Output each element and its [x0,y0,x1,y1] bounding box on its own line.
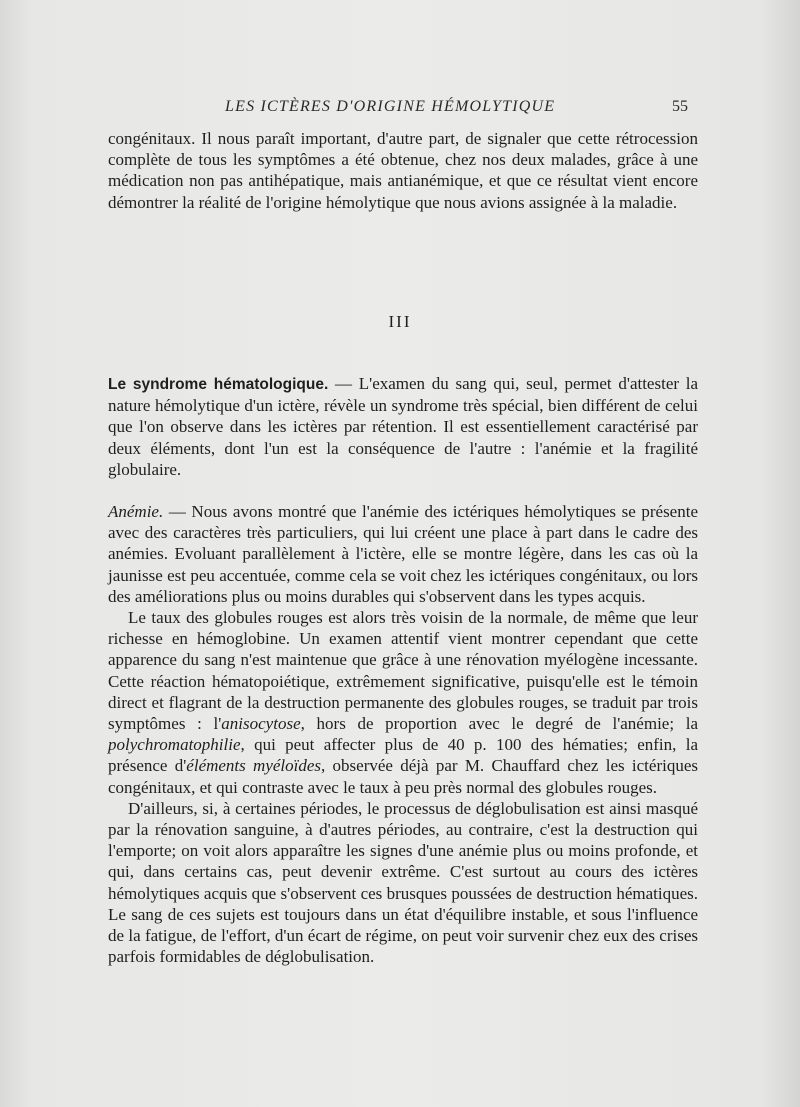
page-number: 55 [672,98,688,115]
taux-text-3: , qui peut affecter plus de 40 p. 100 des hématies; enfin, la présence d' [108,735,698,776]
text-block-anemie [108,501,698,967]
section-heading: Le syndrome hématologique. [108,376,329,393]
section-heading-text: — L'examen du sang qui, seul, permet d'attester la nature hémolytique d'un ictère, révèle un syndrome très spécial, bien différent de celui que l'on observe dans les ictères par rétention. Il est essentiellement caractérisé par deux éléments, dont l'un est la conséquence de l'autre : l'anémie et la fragilité globulaire. [108,374,699,479]
paragraph-taux [108,607,698,798]
taux-text-2: , hors de proportion avec le degré de l'anémie; la [300,714,698,734]
term-elements-myeloides: éléments myéloïdes [186,756,322,776]
page-header [108,98,688,120]
term-polychromatophilie: polychromatophilie [108,735,241,755]
text-block-intro [108,128,698,213]
term-anisocytose: anisocytose [221,714,301,734]
paragraph-anemie [108,501,698,607]
taux-text-1: Le taux des globules rouges est alors très voisin de la normale, de même que leur richesse en hémoglobine. Un examen attentif vient montrer cependant que cette apparence du sang n'est maintenue que grâce à une rénovation myélogène incessante. Cette réaction hématopoiétique, extrêmement significative, puisqu'elle est le témoin direct et flagrant de la destruction permanente des globules rouges, se traduit par trois symptômes : l' [108,608,698,734]
paragraph-syndrome [108,373,698,480]
section-number: III [388,312,412,331]
paragraph-continuation: congénitaux. Il nous paraît important, d'autre part, de signaler que cette rétrocession complète de tous les symptômes a été obtenue, chez nos deux malades, grâce à une médication non pas antihépatique, mais antianémique, et que ce résultat vient encore démontrer la réalité de l'origine hémolytique que nous avions assignée à la maladie. [108,129,698,212]
subsection-label: Anémie. [108,502,164,521]
running-head: LES ICTÈRES D'ORIGINE HÉMOLYTIQUE [225,98,556,115]
anemie-text: — Nous avons montré que l'anémie des ictériques hémolytiques se présente avec des caractères très particuliers, qui lui créent une place à part dans le cadre des anémies. Evoluant parallèlement à l'ictère, elle se montre légère, dans les cas où la jaunisse est peu accentuée, comme cela se voit chez les ictériques congénitaux, ou lors des améliorations plus ou moins durables qui s'observent dans les types acquis. [108,502,698,606]
paragraph-ailleurs: D'ailleurs, si, à certaines périodes, le processus de déglobulisation est ainsi masqué par la rénovation sanguine, à d'autres périodes, au contraire, c'est la destruction qui l'emporte; on voit alors apparaître les signes d'une anémie plus ou moins profonde, et qui, dans certains cas, peut devenir extrême. C'est surtout au cours des ictères hémolytiques acquis que s'observent ces brusques poussées de destruction hématiques. Le sang de ces sujets est toujours dans un état d'équilibre instable, et sous l'influence de la fatigue, de l'effort, d'un écart de régime, on peut voir survenir chez eux des crises parfois formidables de déglobulisation. [108,798,698,967]
taux-text-4: , observée déjà par M. Chauffard chez les ictériques congénitaux, et qui contraste avec le taux à peu près normal des globules rouges. [108,756,698,797]
text-block-syndrome [108,373,698,480]
